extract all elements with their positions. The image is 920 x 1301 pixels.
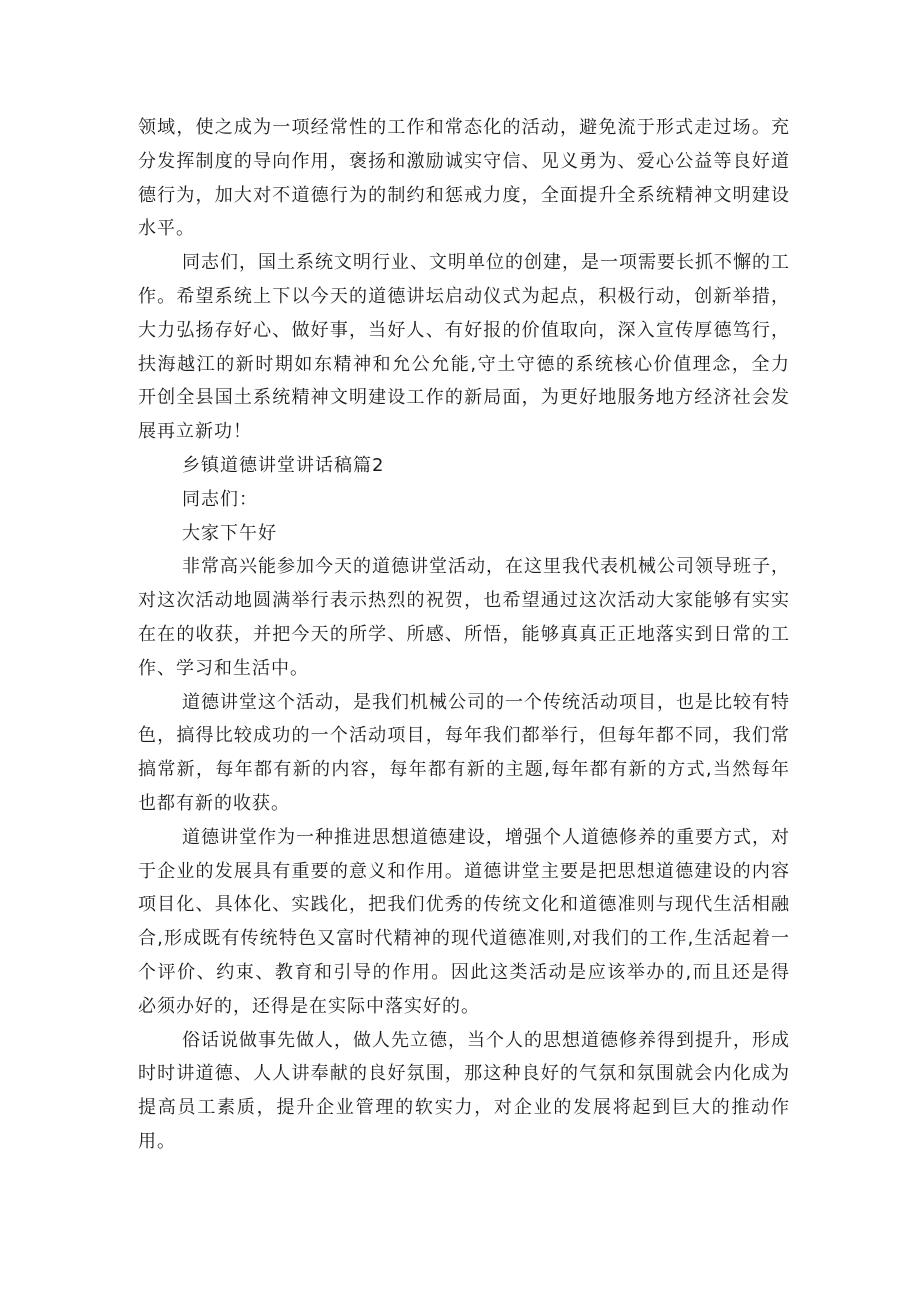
paragraph-3: 非常高兴能参加今天的道德讲堂活动，在这里我代表机械公司领导班子，对这次活动地圆满举行表示热烈的祝贺，也希望通过这次活动大家能够有实实在在的收获，并把今天的所学、所感、所悟，能够真真正正地落实到日常的工作、学习和生活中。	[138, 556, 790, 679]
paragraph-5: 道德讲堂作为一种推进思想道德建设，增强个人道德修养的重要方式，对于企业的发展具有重要的意义和作用。道德讲堂主要是把思想道德建设的内容项目化、具体化、实践化，把我们优秀的传统文化和道德准则与现代生活相融合,形成既有传统特色又富时代精神的现代道德准则,对我们的工作,生活起着一个评价、约束、教育和引导的作用。因此这类活动是应该举办的,而且还是得必须办好的，还得是在实际中落实好的。	[138, 826, 790, 1017]
document-body	[138, 111, 790, 1159]
greeting: 大家下午好	[182, 522, 277, 544]
paragraph-6: 俗话说做事先做人，做人先立德，当个人的思想道德修养得到提升，形成时时讲道德、人人讲奉献的良好氛围，那这种良好的气氛和氛围就会内化成为提高员工素质，提升企业管理的软实力，对企业的发展将起到巨大的推动作用。	[138, 1029, 790, 1152]
section-heading: 乡镇道德讲堂讲话稿篇2	[182, 454, 385, 476]
salutation: 同志们：	[182, 488, 258, 510]
paragraph-4: 道德讲堂这个活动，是我们机械公司的一个传统活动项目，也是比较有特色，搞得比较成功的一个活动项目，每年我们都举行，但每年都不同，我们常搞常新，每年都有新的内容，每年都有新的主题,每年都有新的方式,当然每年也都有新的收获。	[138, 691, 790, 814]
paragraph-1: 领域，使之成为一项经常性的工作和常态化的活动，避免流于形式走过场。充分发挥制度的导向作用，褒扬和激励诚实守信、见义勇为、爱心公益等良好道德行为，加大对不道德行为的制约和惩戒力度，全面提升全系统精神文明建设水平。	[138, 117, 790, 240]
paragraph-2: 同志们，国土系统文明行业、文明单位的创建，是一项需要长抓不懈的工作。希望系统上下以今天的道德讲坛启动仪式为起点，积极行动，创新举措，大力弘扬存好心、做好事，当好人、有好报的价值取向，深入宣传厚德笃行，扶海越江的新时期如东精神和允公允能,守土守德的系统核心价值理念，全力开创全县国土系统精神文明建设工作的新局面，为更好地服务地方经济社会发展再立新功！	[138, 252, 790, 443]
